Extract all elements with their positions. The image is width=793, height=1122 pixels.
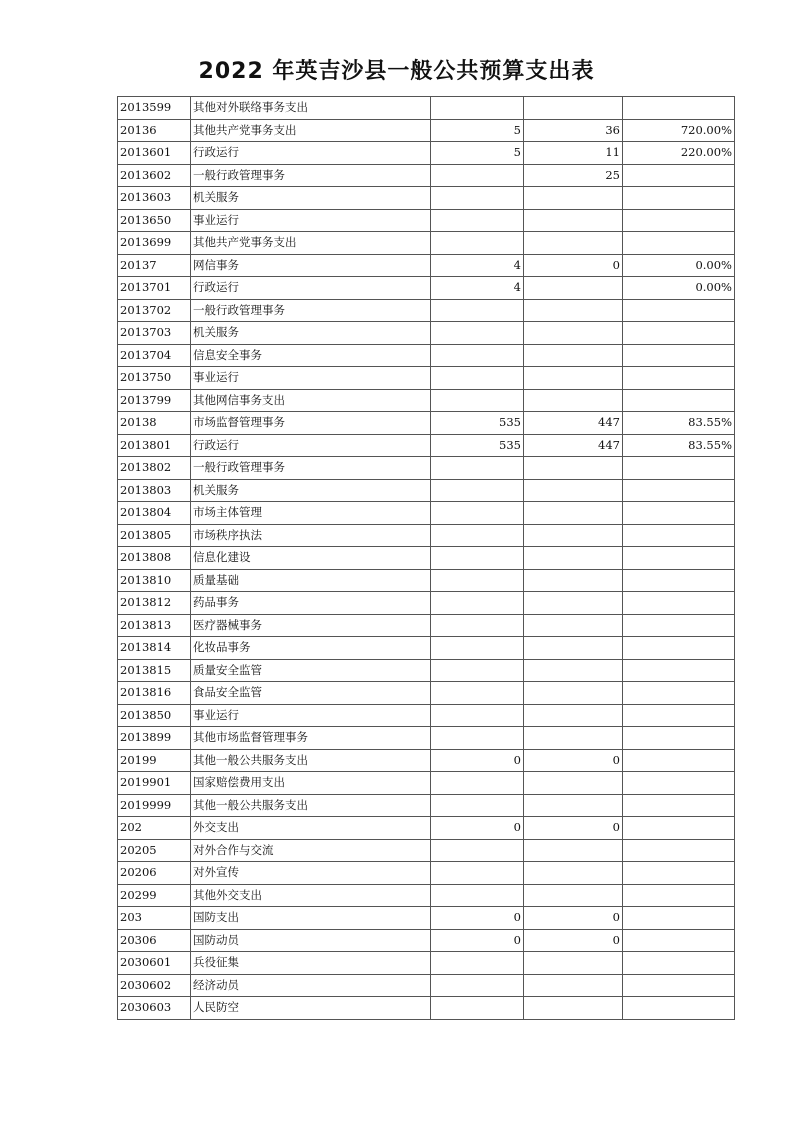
row-percent bbox=[623, 682, 735, 705]
row-name: 市场主体管理 bbox=[191, 502, 431, 525]
row-code: 2013802 bbox=[118, 457, 191, 480]
row-value-2: 0 bbox=[524, 907, 623, 930]
table-row bbox=[118, 344, 735, 367]
row-code: 2030601 bbox=[118, 952, 191, 975]
row-value-1 bbox=[431, 952, 524, 975]
row-name: 质量基础 bbox=[191, 569, 431, 592]
row-value-1 bbox=[431, 794, 524, 817]
row-value-2 bbox=[524, 682, 623, 705]
row-percent bbox=[623, 659, 735, 682]
table-row bbox=[118, 862, 735, 885]
row-percent bbox=[623, 344, 735, 367]
row-percent bbox=[623, 299, 735, 322]
row-code: 2013808 bbox=[118, 547, 191, 570]
table-row bbox=[118, 479, 735, 502]
row-percent bbox=[623, 322, 735, 345]
row-value-1 bbox=[431, 592, 524, 615]
row-name: 人民防空 bbox=[191, 997, 431, 1020]
row-name: 其他共产党事务支出 bbox=[191, 119, 431, 142]
table-row bbox=[118, 322, 735, 345]
row-percent bbox=[623, 367, 735, 390]
table-row bbox=[118, 502, 735, 525]
row-value-2: 36 bbox=[524, 119, 623, 142]
row-name: 机关服务 bbox=[191, 479, 431, 502]
row-value-1 bbox=[431, 187, 524, 210]
row-name: 行政运行 bbox=[191, 277, 431, 300]
row-value-2 bbox=[524, 772, 623, 795]
table-row bbox=[118, 232, 735, 255]
row-value-2 bbox=[524, 502, 623, 525]
row-value-1: 535 bbox=[431, 412, 524, 435]
row-name: 兵役征集 bbox=[191, 952, 431, 975]
row-value-1 bbox=[431, 322, 524, 345]
row-code: 203 bbox=[118, 907, 191, 930]
table-row bbox=[118, 367, 735, 390]
row-name: 机关服务 bbox=[191, 322, 431, 345]
row-code: 2013801 bbox=[118, 434, 191, 457]
row-code: 2013603 bbox=[118, 187, 191, 210]
row-value-1: 0 bbox=[431, 929, 524, 952]
row-code: 20206 bbox=[118, 862, 191, 885]
row-name: 事业运行 bbox=[191, 209, 431, 232]
row-percent bbox=[623, 547, 735, 570]
table-row bbox=[118, 547, 735, 570]
table-row bbox=[118, 704, 735, 727]
row-percent bbox=[623, 389, 735, 412]
row-name: 市场监督管理事务 bbox=[191, 412, 431, 435]
row-percent bbox=[623, 187, 735, 210]
row-name: 信息安全事务 bbox=[191, 344, 431, 367]
row-percent: 83.55% bbox=[623, 434, 735, 457]
row-value-1 bbox=[431, 862, 524, 885]
row-code: 2019901 bbox=[118, 772, 191, 795]
row-code: 20299 bbox=[118, 884, 191, 907]
table-row bbox=[118, 524, 735, 547]
row-name: 市场秩序执法 bbox=[191, 524, 431, 547]
row-value-1 bbox=[431, 299, 524, 322]
row-percent bbox=[623, 97, 735, 120]
row-value-2: 11 bbox=[524, 142, 623, 165]
row-name: 事业运行 bbox=[191, 367, 431, 390]
row-name: 经济动员 bbox=[191, 974, 431, 997]
row-value-2: 447 bbox=[524, 412, 623, 435]
row-code: 2013816 bbox=[118, 682, 191, 705]
row-value-1 bbox=[431, 659, 524, 682]
row-name: 其他一般公共服务支出 bbox=[191, 749, 431, 772]
row-value-1: 0 bbox=[431, 907, 524, 930]
row-code: 2013815 bbox=[118, 659, 191, 682]
table-row bbox=[118, 614, 735, 637]
row-code: 2013701 bbox=[118, 277, 191, 300]
row-value-2 bbox=[524, 547, 623, 570]
row-percent bbox=[623, 614, 735, 637]
row-code: 20306 bbox=[118, 929, 191, 952]
row-name: 其他对外联络事务支出 bbox=[191, 97, 431, 120]
row-name: 其他一般公共服务支出 bbox=[191, 794, 431, 817]
row-code: 20136 bbox=[118, 119, 191, 142]
table-row bbox=[118, 884, 735, 907]
row-value-1: 5 bbox=[431, 119, 524, 142]
row-code: 2013601 bbox=[118, 142, 191, 165]
row-percent bbox=[623, 569, 735, 592]
row-value-2 bbox=[524, 232, 623, 255]
row-value-1 bbox=[431, 479, 524, 502]
table-row bbox=[118, 434, 735, 457]
table-row bbox=[118, 727, 735, 750]
table-row bbox=[118, 839, 735, 862]
table-body bbox=[118, 97, 735, 1020]
row-percent: 220.00% bbox=[623, 142, 735, 165]
row-percent bbox=[623, 524, 735, 547]
table-row bbox=[118, 997, 735, 1020]
row-code: 202 bbox=[118, 817, 191, 840]
row-name: 信息化建设 bbox=[191, 547, 431, 570]
row-value-2: 0 bbox=[524, 254, 623, 277]
row-name: 其他市场监督管理事务 bbox=[191, 727, 431, 750]
row-name: 其他外交支出 bbox=[191, 884, 431, 907]
row-code: 2013850 bbox=[118, 704, 191, 727]
table-row bbox=[118, 592, 735, 615]
row-name: 化妆品事务 bbox=[191, 637, 431, 660]
table-row bbox=[118, 749, 735, 772]
row-percent bbox=[623, 839, 735, 862]
row-code: 2013803 bbox=[118, 479, 191, 502]
row-value-2 bbox=[524, 479, 623, 502]
row-code: 2019999 bbox=[118, 794, 191, 817]
row-value-1 bbox=[431, 884, 524, 907]
row-value-2 bbox=[524, 277, 623, 300]
row-value-2 bbox=[524, 884, 623, 907]
table-row bbox=[118, 164, 735, 187]
row-value-1 bbox=[431, 682, 524, 705]
row-value-1: 0 bbox=[431, 817, 524, 840]
row-value-2 bbox=[524, 794, 623, 817]
row-percent bbox=[623, 592, 735, 615]
row-percent bbox=[623, 929, 735, 952]
row-percent bbox=[623, 772, 735, 795]
row-name: 一般行政管理事务 bbox=[191, 299, 431, 322]
row-percent bbox=[623, 479, 735, 502]
row-percent: 83.55% bbox=[623, 412, 735, 435]
table-row bbox=[118, 457, 735, 480]
row-percent bbox=[623, 817, 735, 840]
row-value-1: 0 bbox=[431, 749, 524, 772]
row-code: 2013810 bbox=[118, 569, 191, 592]
row-value-2 bbox=[524, 974, 623, 997]
row-value-2 bbox=[524, 569, 623, 592]
row-value-1 bbox=[431, 547, 524, 570]
table-row bbox=[118, 277, 735, 300]
table-row bbox=[118, 119, 735, 142]
row-code: 2030603 bbox=[118, 997, 191, 1020]
row-code: 2013812 bbox=[118, 592, 191, 615]
row-code: 20137 bbox=[118, 254, 191, 277]
row-value-2 bbox=[524, 299, 623, 322]
row-value-1 bbox=[431, 457, 524, 480]
table-row bbox=[118, 187, 735, 210]
row-value-2 bbox=[524, 659, 623, 682]
row-code: 2013650 bbox=[118, 209, 191, 232]
row-code: 2013703 bbox=[118, 322, 191, 345]
row-value-1: 535 bbox=[431, 434, 524, 457]
row-percent bbox=[623, 862, 735, 885]
row-code: 2013804 bbox=[118, 502, 191, 525]
row-percent bbox=[623, 749, 735, 772]
row-percent bbox=[623, 952, 735, 975]
row-value-2 bbox=[524, 389, 623, 412]
row-percent bbox=[623, 997, 735, 1020]
row-value-2 bbox=[524, 524, 623, 547]
row-value-1: 4 bbox=[431, 254, 524, 277]
row-code: 2013814 bbox=[118, 637, 191, 660]
table-row bbox=[118, 929, 735, 952]
row-value-1 bbox=[431, 974, 524, 997]
row-percent: 0.00% bbox=[623, 277, 735, 300]
row-code: 2013599 bbox=[118, 97, 191, 120]
row-percent bbox=[623, 727, 735, 750]
row-value-1 bbox=[431, 569, 524, 592]
row-value-1 bbox=[431, 704, 524, 727]
row-value-2 bbox=[524, 209, 623, 232]
row-value-2 bbox=[524, 367, 623, 390]
row-name: 国防动员 bbox=[191, 929, 431, 952]
row-value-2 bbox=[524, 457, 623, 480]
row-value-2 bbox=[524, 704, 623, 727]
row-percent bbox=[623, 457, 735, 480]
row-name: 外交支出 bbox=[191, 817, 431, 840]
row-percent: 720.00% bbox=[623, 119, 735, 142]
row-percent: 0.00% bbox=[623, 254, 735, 277]
row-name: 医疗器械事务 bbox=[191, 614, 431, 637]
row-name: 机关服务 bbox=[191, 187, 431, 210]
row-value-2 bbox=[524, 187, 623, 210]
row-code: 2013699 bbox=[118, 232, 191, 255]
table-row bbox=[118, 142, 735, 165]
row-name: 其他网信事务支出 bbox=[191, 389, 431, 412]
table-row bbox=[118, 254, 735, 277]
row-code: 2013799 bbox=[118, 389, 191, 412]
table-row bbox=[118, 637, 735, 660]
row-value-1 bbox=[431, 637, 524, 660]
row-value-1 bbox=[431, 164, 524, 187]
row-value-1 bbox=[431, 727, 524, 750]
row-percent bbox=[623, 164, 735, 187]
table-row bbox=[118, 794, 735, 817]
row-value-1 bbox=[431, 232, 524, 255]
row-value-2: 25 bbox=[524, 164, 623, 187]
row-value-2 bbox=[524, 839, 623, 862]
table-row bbox=[118, 209, 735, 232]
row-value-1 bbox=[431, 997, 524, 1020]
row-code: 2013805 bbox=[118, 524, 191, 547]
table-row bbox=[118, 659, 735, 682]
row-value-1 bbox=[431, 97, 524, 120]
table-row bbox=[118, 817, 735, 840]
row-code: 2013602 bbox=[118, 164, 191, 187]
row-percent bbox=[623, 907, 735, 930]
row-code: 20199 bbox=[118, 749, 191, 772]
row-code: 2013899 bbox=[118, 727, 191, 750]
row-value-1 bbox=[431, 772, 524, 795]
row-value-1 bbox=[431, 502, 524, 525]
row-name: 事业运行 bbox=[191, 704, 431, 727]
row-name: 对外宣传 bbox=[191, 862, 431, 885]
row-name: 药品事务 bbox=[191, 592, 431, 615]
row-value-1 bbox=[431, 344, 524, 367]
row-name: 国家赔偿费用支出 bbox=[191, 772, 431, 795]
row-value-2 bbox=[524, 997, 623, 1020]
table-row bbox=[118, 772, 735, 795]
row-value-2 bbox=[524, 614, 623, 637]
table-row bbox=[118, 952, 735, 975]
row-value-1: 4 bbox=[431, 277, 524, 300]
row-code: 2030602 bbox=[118, 974, 191, 997]
table-row bbox=[118, 97, 735, 120]
row-code: 20138 bbox=[118, 412, 191, 435]
row-percent bbox=[623, 232, 735, 255]
row-value-2: 0 bbox=[524, 929, 623, 952]
row-value-2 bbox=[524, 727, 623, 750]
row-name: 行政运行 bbox=[191, 434, 431, 457]
row-name: 网信事务 bbox=[191, 254, 431, 277]
row-percent bbox=[623, 974, 735, 997]
row-value-2: 0 bbox=[524, 817, 623, 840]
page-title: 2022 年英吉沙县一般公共预算支出表 bbox=[198, 59, 595, 84]
row-value-1 bbox=[431, 367, 524, 390]
table-row bbox=[118, 569, 735, 592]
row-percent bbox=[623, 794, 735, 817]
budget-table bbox=[117, 96, 735, 1020]
table-row bbox=[118, 974, 735, 997]
row-value-1: 5 bbox=[431, 142, 524, 165]
row-name: 食品安全监管 bbox=[191, 682, 431, 705]
row-value-1 bbox=[431, 389, 524, 412]
table-row bbox=[118, 682, 735, 705]
row-value-1 bbox=[431, 524, 524, 547]
row-value-1 bbox=[431, 614, 524, 637]
row-percent bbox=[623, 502, 735, 525]
row-value-2: 447 bbox=[524, 434, 623, 457]
row-code: 2013702 bbox=[118, 299, 191, 322]
row-percent bbox=[623, 209, 735, 232]
row-code: 2013704 bbox=[118, 344, 191, 367]
row-value-2 bbox=[524, 97, 623, 120]
row-percent bbox=[623, 884, 735, 907]
row-name: 其他共产党事务支出 bbox=[191, 232, 431, 255]
row-name: 行政运行 bbox=[191, 142, 431, 165]
row-percent bbox=[623, 704, 735, 727]
row-value-2 bbox=[524, 862, 623, 885]
row-name: 国防支出 bbox=[191, 907, 431, 930]
row-percent bbox=[623, 637, 735, 660]
row-code: 2013750 bbox=[118, 367, 191, 390]
table-row bbox=[118, 412, 735, 435]
row-name: 一般行政管理事务 bbox=[191, 164, 431, 187]
row-name: 质量安全监管 bbox=[191, 659, 431, 682]
table-row bbox=[118, 299, 735, 322]
table-row bbox=[118, 389, 735, 412]
row-value-1 bbox=[431, 839, 524, 862]
row-value-2 bbox=[524, 952, 623, 975]
row-value-1 bbox=[431, 209, 524, 232]
row-name: 对外合作与交流 bbox=[191, 839, 431, 862]
row-value-2 bbox=[524, 592, 623, 615]
row-value-2 bbox=[524, 322, 623, 345]
row-value-2 bbox=[524, 637, 623, 660]
row-value-2 bbox=[524, 344, 623, 367]
row-code: 2013813 bbox=[118, 614, 191, 637]
table-row bbox=[118, 907, 735, 930]
row-value-2: 0 bbox=[524, 749, 623, 772]
row-name: 一般行政管理事务 bbox=[191, 457, 431, 480]
row-code: 20205 bbox=[118, 839, 191, 862]
